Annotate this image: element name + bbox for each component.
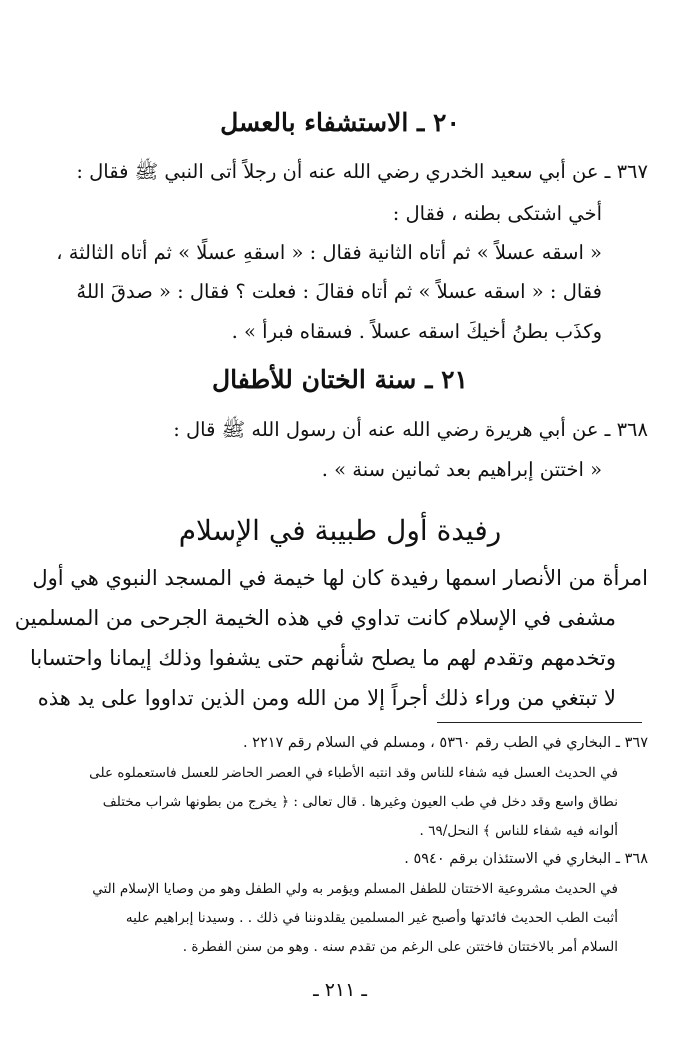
hadith-367-line-4: فقال : « اسقه عسلاً » ثم أتاه فقالَ : فعلت ؟ فقال : « صدقَ اللهُ — [76, 280, 602, 303]
rufaida-line-2: مشفى في الإسلام كانت تداوي في هذه الخيمة الجرحى من المسلمين — [14, 606, 616, 630]
section-heading-20: ٢٠ ـ الاستشفاء بالعسل — [220, 108, 460, 137]
footnote-368-source: ٣٦٨ ـ البخاري في الاستئذان برقم ٥٩٤٠ . — [404, 851, 648, 867]
footnote-368-line-2: أثبت الطب الحديث فائدتها وأصبح غير المسلمين يقلدوننا في ذلك . . وسيدنا إبراهيم عليه — [125, 910, 618, 926]
page-number: ـ ٢١١ ـ — [313, 979, 367, 1001]
footnote-368-line-1: في الحديث مشروعية الاختتان للطفل المسلم ويؤمر به ولي الطفل وهو من وصايا الإسلام التي — [92, 881, 618, 897]
rufaida-line-1: امرأة من الأنصار اسمها رفيدة كان لها خيمة في المسجد النبوي هي أول — [32, 566, 648, 590]
hadith-368-line-1: ٣٦٨ ـ عن أبي هريرة رضي الله عنه أن رسول الله ﷺ قال : — [173, 418, 648, 441]
footnote-divider — [437, 722, 642, 723]
hadith-367-line-2: أخي اشتكى بطنه ، فقال : — [392, 202, 602, 225]
footnote-367-line-1: في الحديث العسل فيه شفاء للناس وقد انتبه الأطباء في العصر الحاضر للعسل فاستعملوه على — [89, 765, 618, 781]
rufaida-line-4: لا تبتغي من وراء ذلك أجراً إلا من الله ومن الذين تداووا على يد هذه — [37, 686, 616, 710]
footnote-367-source: ٣٦٧ ـ البخاري في الطب رقم ٥٣٦٠ ، ومسلم في السلام رقم ٢٢١٧ . — [242, 735, 648, 751]
rufaida-line-3: وتخدمهم وتقدم لهم ما يصلح شأنهم حتى يشفوا وذلك إيمانا واحتسابا — [29, 646, 616, 670]
rufaida-heading: رفيدة أول طبيبة في الإسلام — [178, 514, 502, 547]
hadith-367-line-5: وكذَب بطنُ أخيكَ اسقه عسلاً . فسقاه فبرأ » . — [231, 320, 602, 343]
hadith-368-line-2: « اختتن إبراهيم بعد ثمانين سنة » . — [321, 458, 602, 481]
footnote-367-line-3: ألوانه فيه شفاء للناس ﴾ النحل/٦٩ . — [419, 823, 618, 839]
section-heading-21: ٢١ ـ سنة الختان للأطفال — [212, 365, 468, 394]
hadith-367-line-1: ٣٦٧ ـ عن أبي سعيد الخدري رضي الله عنه أن رجلاً أتى النبي ﷺ فقال : — [76, 160, 648, 183]
footnote-368-line-3: السلام أمر بالاختتان فاختتن على الرغم من تقدم سنه . وهو من سنن الفطرة . — [182, 939, 618, 955]
hadith-367-line-3: « اسقه عسلاً » ثم أتاه الثانية فقال : « اسقهِ عسلًا » ثم أتاه الثالثة ، — [56, 241, 602, 264]
footnote-367-line-2: نطاق واسع وقد دخل في طب العيون وغيرها . قال تعالى : ﴿ يخرج من بطونها شراب مختلف — [102, 794, 618, 810]
